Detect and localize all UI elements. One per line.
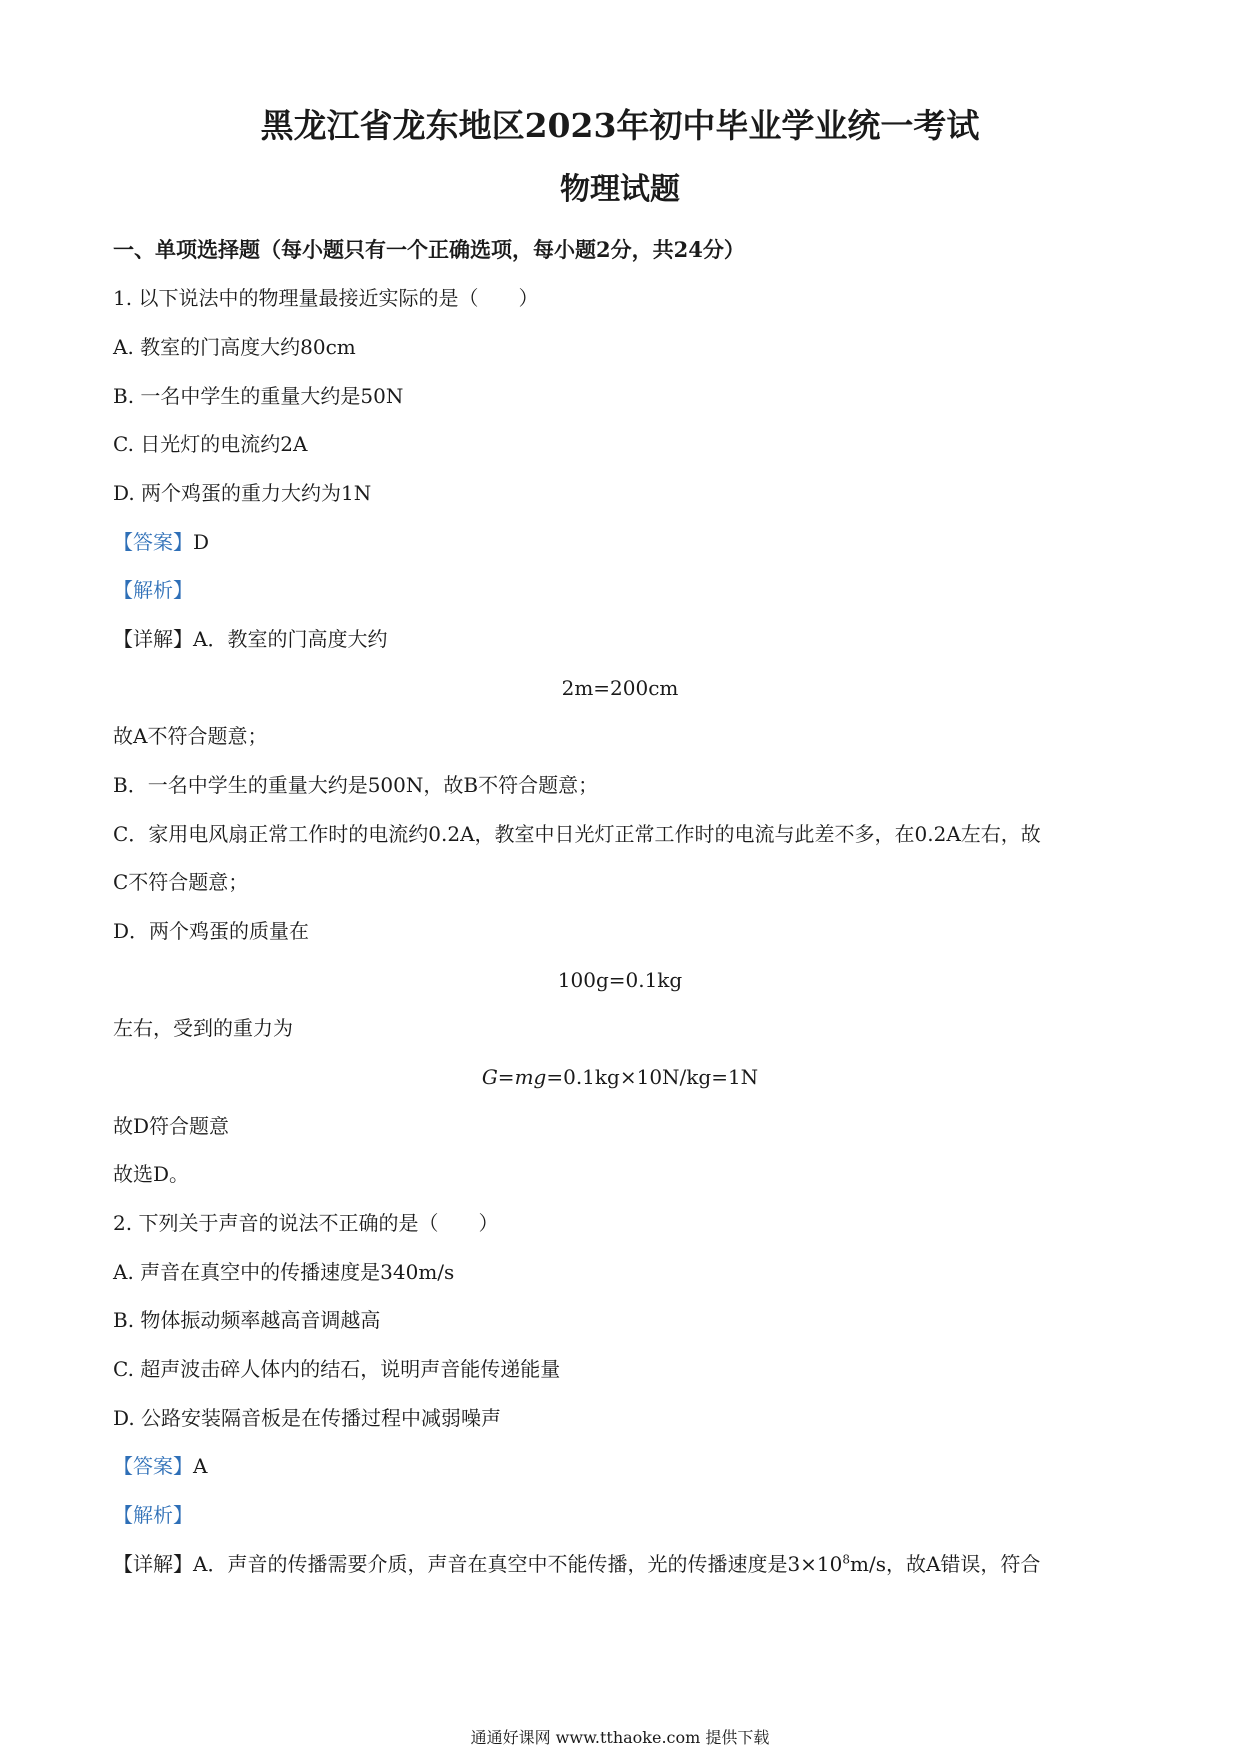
q1-equation-3: [0, 1063, 1240, 1091]
detail-text-end: m/s，故A错误，符合: [850, 1552, 1041, 1576]
answer-value: D: [193, 530, 210, 554]
document-subtitle: 物理试题: [560, 172, 680, 207]
q1-option-b: B. 一名中学生的重量大约是50N: [113, 384, 404, 408]
q1-detail-a-conclusion: 故A不符合题意；: [113, 724, 268, 748]
answer-tag: 【答案】: [113, 530, 193, 554]
q1-detail-d: D．两个鸡蛋的质量在: [113, 919, 310, 943]
q2-option-a: A. 声音在真空中的传播速度是340m/s: [113, 1260, 455, 1284]
detail-tag: 【详解】: [113, 627, 193, 651]
answer-value: A: [193, 1454, 208, 1478]
q2-stem: 2. 下列关于声音的说法不正确的是（ ）: [113, 1211, 499, 1235]
exponent: 8: [842, 1552, 851, 1567]
q2-option-b: B. 物体振动频率越高音调越高: [113, 1308, 381, 1332]
q2-answer: [113, 1452, 207, 1480]
q1-detail-gravity: 左右，受到的重力为: [113, 1016, 293, 1040]
eq-equals: =: [497, 1065, 515, 1089]
document-title: 黑龙江省龙东地区2023年初中毕业学业统一考试: [260, 106, 980, 145]
q1-detail-d-conclusion: 故D符合题意: [113, 1114, 230, 1138]
q1-final-choice: 故选D。: [113, 1162, 190, 1186]
q1-equation-1: 2m=200cm: [561, 676, 679, 700]
q1-equation-2: 100g=0.1kg: [557, 968, 683, 992]
q2-detail-line: [113, 1550, 1040, 1578]
q1-option-a: A. 教室的门高度大约80cm: [113, 335, 356, 359]
eq-rest: =0.1kg×10N/kg=1N: [546, 1065, 759, 1089]
eq-symbol-mg: mg: [514, 1065, 547, 1089]
detail-text: A．声音的传播需要介质，声音在真空中不能传播，光的传播速度是3×10: [193, 1552, 843, 1576]
answer-tag: 【答案】: [113, 1454, 193, 1478]
eq-symbol-g: G: [481, 1065, 498, 1089]
q2-analysis-tag: 【解析】: [113, 1503, 193, 1527]
q1-detail-c-conclusion: C不符合题意；: [113, 870, 249, 894]
q1-detail-line: [113, 625, 387, 653]
detail-tag: 【详解】: [113, 1552, 193, 1576]
q2-option-d: D. 公路安装隔音板是在传播过程中减弱噪声: [113, 1406, 502, 1430]
q1-option-d: D. 两个鸡蛋的重力大约为1N: [113, 481, 372, 505]
q1-analysis-tag: 【解析】: [113, 578, 193, 602]
q1-stem: 1. 以下说法中的物理量最接近实际的是（ ）: [113, 286, 539, 310]
q1-option-c: C. 日光灯的电流约2A: [113, 432, 308, 456]
q1-detail-c: C．家用电风扇正常工作时的电流约0.2A，教室中日光灯正常工作时的电流与此差不多，在0.2A左右，故: [113, 822, 1041, 846]
q1-detail-b: B．一名中学生的重量大约是500N，故B不符合题意；: [113, 773, 599, 797]
detail-text: A．教室的门高度大约: [193, 627, 388, 651]
q1-answer: [113, 528, 209, 556]
q2-option-c: C. 超声波击碎人体内的结石，说明声音能传递能量: [113, 1357, 561, 1381]
section-heading: 一、单项选择题（每小题只有一个正确选项，每小题2分，共24分）: [113, 237, 745, 262]
footer-source: 通通好课网 www.tthaoke.com 提供下载: [470, 1728, 770, 1747]
